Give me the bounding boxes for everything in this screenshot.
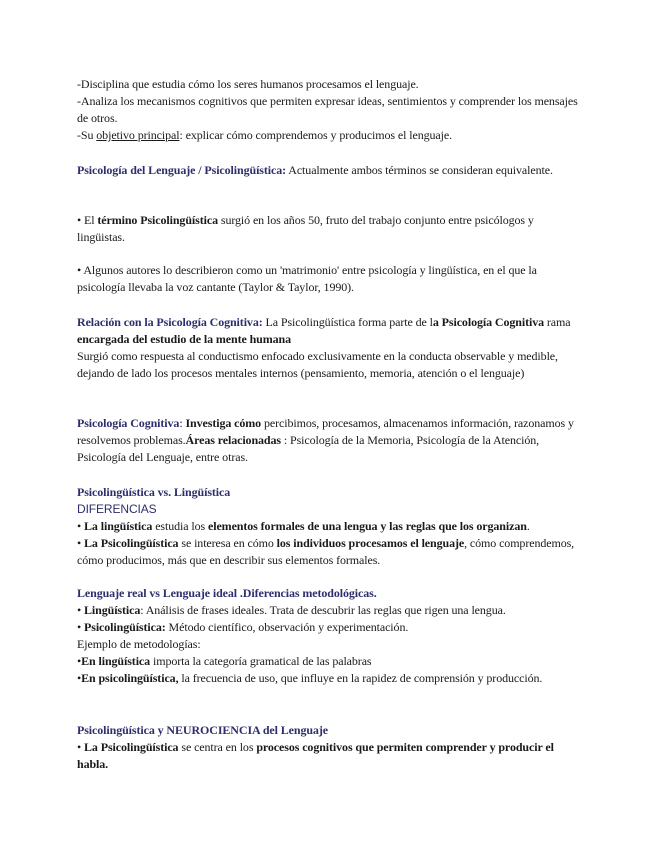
item-text: importa la categoría gramatical de las palabras bbox=[150, 654, 372, 668]
relacion-line bbox=[77, 314, 582, 348]
item-text: la frecuencia de uso, que influye en la rapidez de comprensión y producción. bbox=[178, 671, 543, 685]
section-text: Actualmente ambos términos se consideran equivalente. bbox=[286, 163, 553, 177]
intro-line-3-rest: : explicar cómo comprendemos y producimos el lenguaje. bbox=[179, 128, 452, 142]
section-heading: Psicolingüística y NEUROCIENCIA del Lenguaje bbox=[77, 723, 328, 737]
bullet-termino bbox=[77, 212, 582, 246]
section-heading: Lenguaje real vs Lenguaje ideal .Diferencias metodológicas. bbox=[77, 586, 377, 600]
intro-line-3 bbox=[77, 127, 582, 144]
cognitiva-text-2: : Psicología de la Memoria, Psicología de la Atención, Psicología del Lenguaje, entre otras. bbox=[77, 433, 540, 464]
relacion-paragraph-2: Surgió como respuesta al conductismo enfocado exclusivamente en la conducta observable y medible, dejando de lado los procesos mentales internos (pensamiento, memoria, atención o el lenguaje) bbox=[77, 349, 558, 380]
item-text: : Análisis de frases ideales. Trata de descubrir las reglas que rigen una lengua. bbox=[140, 603, 506, 617]
item-text-2: , cómo comprendemos, cómo producimos, más que en describir sus elementos formales. bbox=[77, 536, 575, 567]
bullet: • bbox=[77, 671, 82, 685]
bullet-text: surgió en los años 50, fruto del trabajo conjunto entre psicólogos y lingüistas. bbox=[77, 213, 534, 244]
item-bold-2: procesos cognitivos que permiten comprender y producir el habla. bbox=[77, 740, 554, 771]
section-neurociencia bbox=[77, 722, 582, 773]
item-bold: En psicolingüística, bbox=[81, 671, 179, 685]
section-heading: Psicología Cognitiva bbox=[77, 416, 180, 430]
relacion-bold-1: a Psicología Cognitiva bbox=[432, 315, 545, 329]
cognitiva-bold-1: Investiga cómo bbox=[185, 416, 262, 430]
objetivo-principal-underlined: objetivo principal bbox=[96, 128, 180, 142]
intro-section bbox=[77, 76, 582, 144]
bullet: • bbox=[77, 536, 85, 550]
diferencias-subheading: DIFERENCIAS bbox=[77, 502, 157, 516]
item-bold: En lingüística bbox=[81, 654, 151, 668]
section-heading: Relación con la Psicología Cognitiva: bbox=[77, 315, 263, 329]
item-text-2: . bbox=[526, 519, 530, 533]
section-relacion-cognitiva bbox=[77, 314, 582, 382]
diferencias-item-2 bbox=[77, 535, 582, 569]
bullet-prefix: • El bbox=[77, 213, 98, 227]
bullet-matrimonio: • Algunos autores lo describieron como un 'matrimonio' entre psicología y lingüística, en el que la psicología llevaba la voz cantante (Taylor & Taylor, 1990). bbox=[77, 263, 537, 294]
bullet: • bbox=[77, 620, 85, 634]
intro-line-1: -Disciplina que estudia cómo los seres humanos procesamos el lenguaje. bbox=[77, 77, 419, 91]
intro-line-3-prefix: -Su bbox=[77, 128, 97, 142]
neurociencia-item-1 bbox=[77, 739, 582, 773]
cognitiva-bold-2: Áreas relacionadas bbox=[185, 433, 281, 447]
bold-term: término Psicolingüística bbox=[97, 213, 218, 227]
item-bold-1: La lingüística bbox=[84, 519, 153, 533]
intro-line-2: -Analiza los mecanismos cognitivos que permiten expresar ideas, sentimientos y comprender los mensajes de otros. bbox=[77, 94, 578, 125]
item-bold-2: los individuos procesamos el lenguaje bbox=[276, 536, 465, 550]
bullet: • bbox=[77, 603, 85, 617]
section-heading: Psicología del Lenguaje / Psicolingüística: bbox=[77, 163, 287, 177]
metodologia-item-3 bbox=[77, 653, 582, 670]
metodologia-item-2 bbox=[77, 619, 582, 636]
bullet: • bbox=[77, 740, 85, 754]
relacion-bold-2: encargada del estudio de la mente humana bbox=[77, 332, 292, 346]
section-psicologia-cognitiva bbox=[77, 415, 582, 466]
section-lenguaje-real-ideal bbox=[77, 585, 582, 687]
metodologia-item-1 bbox=[77, 602, 582, 619]
relacion-text-1: La Psicolingüística forma parte de l bbox=[262, 315, 433, 329]
item-bold-1: La Psicolingüística bbox=[84, 740, 179, 754]
item-bold: Lingüística bbox=[84, 603, 141, 617]
item-bold: Psicolingüística: bbox=[84, 620, 166, 634]
item-text-1: se interesa en cómo bbox=[178, 536, 277, 550]
item-text-1: se centra en los bbox=[178, 740, 257, 754]
item-text: Método científico, observación y experimentación. bbox=[165, 620, 409, 634]
ejemplo-label: Ejemplo de metodologías: bbox=[77, 637, 201, 651]
cognitiva-text-1: percibimos, procesamos, almacenamos información, razonamos y resolvemos problemas. bbox=[77, 416, 574, 447]
colon: : bbox=[179, 416, 186, 430]
item-bold-1: La Psicolingüística bbox=[84, 536, 179, 550]
bullet: • bbox=[77, 654, 82, 668]
item-text-1: estudia los bbox=[152, 519, 208, 533]
section-psicologia-lenguaje bbox=[77, 162, 582, 179]
section-heading: Psicolingüística vs. Lingüística bbox=[77, 485, 231, 499]
diferencias-item-1 bbox=[77, 518, 582, 535]
metodologia-item-4 bbox=[77, 670, 582, 687]
relacion-text-2: rama bbox=[544, 315, 571, 329]
section-psico-vs-linguistica bbox=[77, 484, 582, 569]
item-bold-2: elementos formales de una lengua y las reglas que los organizan bbox=[208, 519, 527, 533]
bullet: • bbox=[77, 519, 85, 533]
